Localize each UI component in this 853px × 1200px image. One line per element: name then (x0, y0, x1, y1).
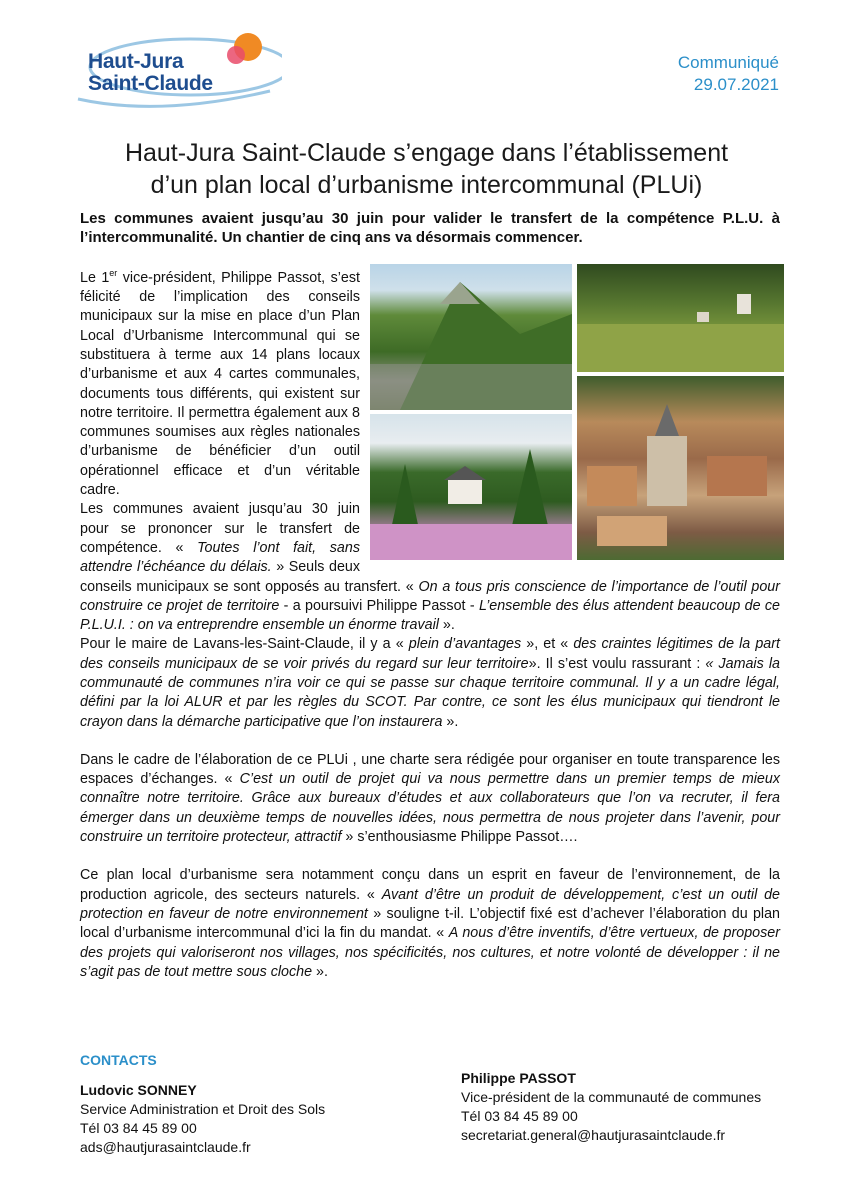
p2-h: Pour le maire de Lavans-les-Saint-Claude, il y a « (80, 636, 409, 653)
p3-c: » s’enthousiasme Philippe Passot…. (341, 829, 578, 846)
p2-d: On a tous pris conscience de l’importance de l’outil pour construire ce projet de territoire (80, 578, 780, 614)
p3-b: C’est un outil de projet qui va nous permettre dans un premier temps de mieux connaître notre territoire. Grâce aux bureaux d’études et aux collaborateurs que l’on va recruter, il fera émerger dans un deuxième temps de nouvelles idées, nous permettra de nous projeter dans l’avenir, pour construire un territoire protecteur, attractif (80, 771, 780, 846)
p4-e: ». (312, 963, 328, 980)
p2-a: Les communes avaient jusqu’au 30 juin pour se prononcer sur le transfert de compétence. « (80, 501, 360, 556)
church-illustration (577, 376, 784, 560)
title-line-1: Haut-Jura Saint-Claude s’engage dans l’établissement (124, 139, 729, 167)
p2-f: L’ensemble des élus attendent beaucoup de ce P.L.U.I. : on va entreprendre ensemble un énorme travail (80, 597, 780, 634)
contact-2-phone: Tél 03 84 45 89 00 (461, 1108, 578, 1124)
photo-village-church (577, 376, 784, 560)
chalet-illustration (370, 414, 572, 560)
title-line-2: d’un plan local d’urbanisme intercommunal (PLUi) (150, 171, 703, 199)
contact-1-phone: Tél 03 84 45 89 00 (80, 1120, 197, 1136)
p2-i: plein d’avantages (408, 636, 522, 653)
mountain-illustration (370, 264, 572, 410)
doc-type: Communiqué (677, 53, 779, 72)
p2-k: des craintes légitimes de la part des conseils municipaux de se voir privés du regard sur leur territoire (80, 636, 780, 672)
p2-g: ». (438, 617, 455, 634)
contact-1-name: Ludovic SONNEY (80, 1082, 197, 1098)
paragraph-4 (80, 866, 780, 982)
p2-n: ». (442, 713, 459, 730)
contact-2-email[interactable]: secretariat.general@hautjurasaintclaude.fr (461, 1127, 726, 1143)
p1-text-b: vice-président, Philippe Passot, s’est félicité de l’implication des conseils municipaux sur la mise en place d’un Plan Local d’Urbanisme Intercommunal qui se substituera à terme aux 14 plans locaux d’urbanisme et aux 4 cartes communales, documents tous différents, qui existent sur notre territoire. Il permettra également aux 8 communes soumises aux règles nationales d’urbanisme de bénéficier d’un outil opérationnel efficace et d’un véritable cadre. (80, 269, 360, 499)
p3-a: Dans le cadre de l’élaboration de ce PLUi , une charte sera rédigée pour organiser en toute transparence les espaces d’échanges. « (80, 751, 780, 788)
p1-text-a: Le 1 (80, 269, 110, 286)
contact-1-role: Service Administration et Droit des Sols (80, 1101, 326, 1117)
photo-village-pasture (577, 264, 784, 372)
contacts-heading: CONTACTS (80, 1052, 157, 1068)
doc-date: 29.07.2021 (693, 75, 779, 94)
article-body (80, 264, 780, 1001)
photo-mountain-town (370, 264, 572, 410)
contact-2-name: Philippe PASSOT (461, 1070, 576, 1086)
paragraph-3 (80, 751, 780, 847)
contact-2-role: Vice-président de la communauté de communes (461, 1089, 762, 1105)
p4-d: A nous d’être inventifs, d’être vertueux, de proposer des projets qui valoriseront nos villages, nos spécificités, nos cultures, et notre volonté de développer : il ne s’agit pas de tout mettre sous cloche (80, 925, 780, 980)
logo-line-2: Saint-Claude (88, 72, 213, 95)
page-title (60, 137, 793, 201)
p2-j: », et « (521, 636, 574, 653)
pasture-illustration (577, 264, 784, 372)
photo-chalet-flowers (370, 414, 572, 560)
p2-m: « Jamais la communauté de communes n’ira voir ce qui se passe sur chaque territoire communal. Il y a un cadre légal, défini par la loi ALUR et par les règles du SCOT. Par contre, ce sont les élus municipaux qui tiendront le crayon dans la démarche participative que l’on instaurera (80, 655, 780, 730)
p4-a: Ce plan local d’urbanisme sera notamment conçu dans un esprit en faveur de l’environnement, de la production agricole, des secteurs naturels. « (80, 867, 780, 903)
p2-b: Toutes l’ont fait, sans attendre l’échéance du délais. (80, 539, 360, 576)
p2-l: ». Il s’est voulu rassurant : (528, 655, 706, 672)
lead-paragraph: Les communes avaient jusqu’au 30 juin pour valider le transfert de la compétence P.L.U. à l’intercommunalité. Un chantier de cinq ans va désormais commencer. (80, 210, 780, 246)
contact-1-email[interactable]: ads@hautjurasaintclaude.fr (80, 1139, 251, 1155)
p2-c: » Seuls deux conseils municipaux se sont opposés au transfert. « (80, 559, 419, 595)
logo (70, 25, 282, 113)
p1-superscript: er (109, 268, 118, 278)
logo-text (88, 51, 213, 95)
p4-c: » souligne t-il. L’objectif fixé est d’achever l’élaboration du plan local d’urbanisme intercommunal d’ici la fin du mandat. « (80, 905, 781, 942)
p2-e: - a poursuivi Philippe Passot - (279, 597, 479, 614)
press-release-header (678, 52, 779, 96)
contact-card-2 (461, 1069, 761, 1145)
p4-b: Avant d’être un produit de développement, c’est un outil de protection en faveur de notre environnement (80, 886, 780, 922)
contact-card-1 (80, 1081, 325, 1157)
photo-collage (370, 264, 786, 564)
logo-line-1: Haut-Jura (88, 50, 184, 73)
